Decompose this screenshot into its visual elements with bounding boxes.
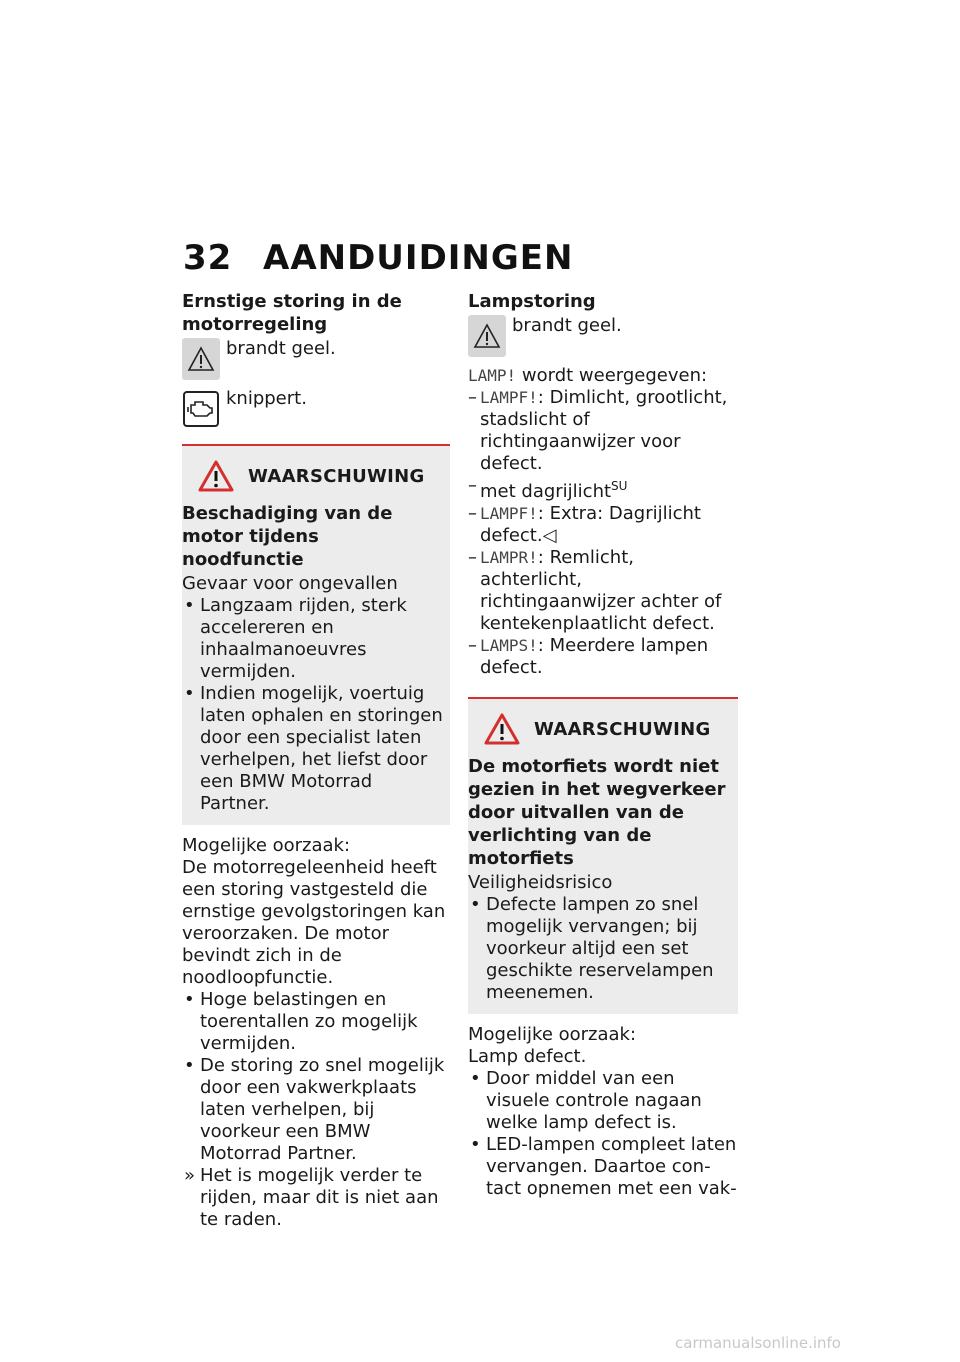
action-item: • LED-lampen compleet laten vervangen. Daartoe contact opnemen met een vak- xyxy=(470,1134,737,1199)
warning-box xyxy=(468,697,738,1014)
cause-text: De motorregeleenheid heeft een storing vastgesteld die ernstige gevolgstoringen kan veroorzaken. De motor bevindt zich in de noodloopfunctie. xyxy=(182,857,446,988)
engine-warning-icon xyxy=(182,388,220,430)
section-title-lamp-fault: Lampstoring xyxy=(468,291,596,312)
page-header xyxy=(183,238,573,278)
list-item: • Langzaam rijden, sterk accelereren en inhaalmanoeuvres vermijden. xyxy=(184,595,407,682)
cause-label: Mogelijke oorzaak: xyxy=(182,835,351,856)
display-message: LAMP! wordt weergegeven: xyxy=(468,365,708,386)
result-item: » Het is mogelijk verder te rijden, maar dit is niet aan te raden. xyxy=(184,1165,439,1230)
indicator-status-text: brandt geel. xyxy=(512,315,622,336)
general-warning-icon xyxy=(182,338,220,380)
warning-box xyxy=(182,444,450,825)
indicator-status-text: brandt geel. xyxy=(226,338,336,359)
warning-title: Beschadiging van de motor tijdens noodfunctie xyxy=(182,503,393,570)
left-column xyxy=(182,290,450,1231)
indicator-status-text: knippert. xyxy=(226,388,307,409)
list-item: • Defecte lampen zo snel mogelijk vervangen; bij voorkeur altijd een set geschikte reservelampen meenemen. xyxy=(470,894,714,1003)
action-item: • Hoge belastingen en toerentallen zo mogelijk vermijden. xyxy=(184,989,418,1054)
list-item: • Indien mogelijk, voertuig laten ophalen en storingen door een specialist laten verhelpen, het liefst door een BMW Motorrad Partner. xyxy=(184,683,443,814)
list-item: – met dagrijlicht$^{SU}$ xyxy=(468,475,628,502)
page-title: AANDUIDINGEN xyxy=(263,238,574,278)
warning-subtitle: Veiligheidsrisico xyxy=(468,872,613,893)
cause-text: Lamp defect. xyxy=(468,1046,587,1067)
list-item: – LAMPR!: Remlicht, achterlicht, richtingaanwijzer achter of kentekenplaatlicht defect. xyxy=(468,547,722,634)
page-number: 32 xyxy=(183,238,233,278)
warning-label: WAARSCHUWING xyxy=(534,718,711,740)
indicator-row-general-warning xyxy=(468,315,738,357)
list-item: – LAMPF!: Dimlicht, grootlicht, stadslicht of richtingaanwijzer voor defect. xyxy=(468,387,728,474)
cause-label: Mogelijke oorzaak: xyxy=(468,1024,637,1045)
right-column xyxy=(468,290,738,1200)
action-item: • De storing zo snel mogelijk door een vakwerkplaats laten verhelpen, bij voorkeur een BMW Motorrad Partner. xyxy=(184,1055,445,1164)
warning-triangle-icon xyxy=(198,460,234,492)
action-item: • Door middel van een visuele controle nagaan welke lamp defect is. xyxy=(470,1068,702,1133)
warning-triangle-icon xyxy=(484,713,520,745)
warning-title: De motorfiets wordt niet gezien in het wegverkeer door uitvallen van de verlichting van de motorfiets xyxy=(468,756,726,869)
list-item: – LAMPF!: Extra: Dagrijlicht defect.◁ xyxy=(468,503,701,546)
indicator-row-engine xyxy=(182,388,450,430)
list-item: – LAMPS!: Meerdere lampen defect. xyxy=(468,635,709,678)
section-title-engine-fault: Ernstige storing in de motorregeling xyxy=(182,291,402,335)
watermark: carmanualsonline.info xyxy=(675,1334,841,1352)
general-warning-icon xyxy=(468,315,506,357)
warning-label: WAARSCHUWING xyxy=(248,465,425,487)
warning-subtitle: Gevaar voor ongevallen xyxy=(182,573,398,594)
indicator-row-general-warning xyxy=(182,338,450,380)
